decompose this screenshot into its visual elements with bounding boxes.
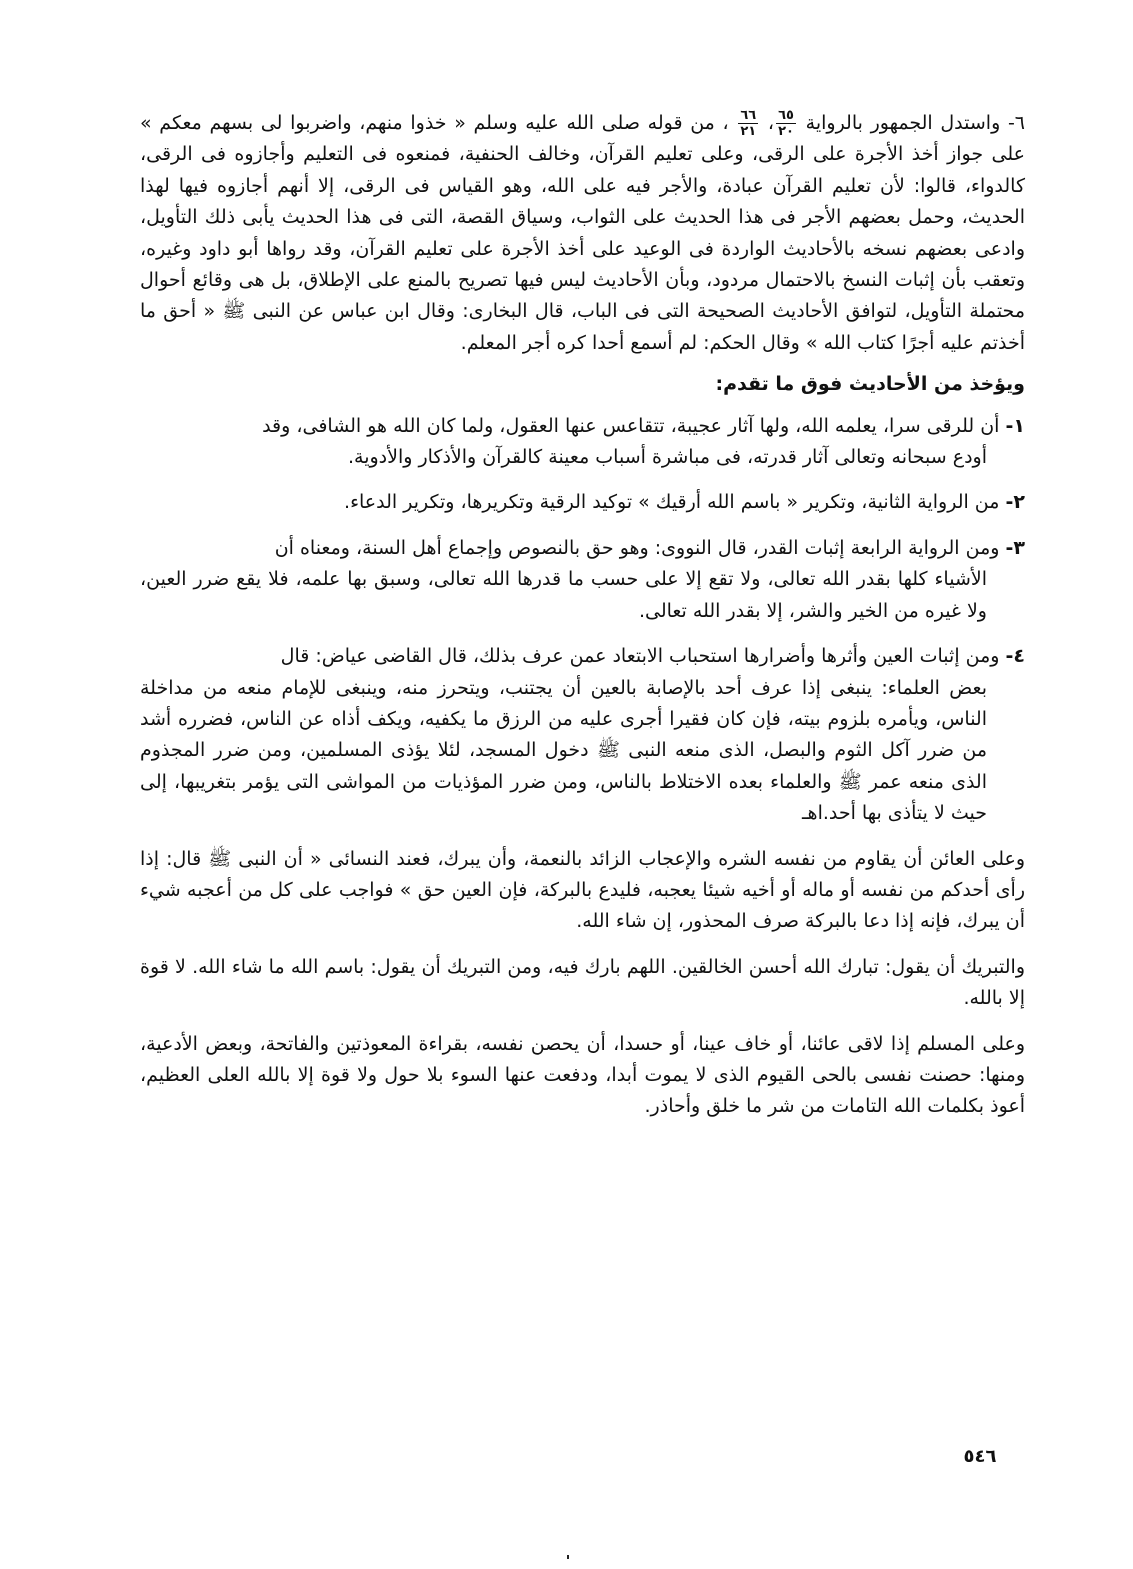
point-4-continuation: بعض العلماء: ينبغى إذا عرف أحد بالإصابة بالعين أن يجتنب، ويتحرز منه، وينبغى للإمام منعه من مداخلة الناس، ويأمره بلزوم بيته، فإن كان فقيرا أجرى عليه من الرزق ما يكفيه، ويكف أذاه عن الناس، فضرره أشد من ضرر آكل الثوم والبصل، الذى منعه النبى ﷺ دخول المسجد، لئلا يؤذى المسلمين، ومن ضرر المجذوم الذى منعه عمر ﷺ والعلماء بعده الاختلاط بالناس، ومن ضرر المؤذيات من المواشى التى يؤمر بتغريبها، إلى حيث لا يتأذى بها أحد.اهـ	[140, 676, 987, 825]
numbered-point-1	[140, 411, 1025, 474]
reference-fraction-2	[738, 109, 758, 138]
intro-number: ٦-	[1007, 112, 1026, 134]
intro-paragraph: ٦- واستدل الجمهور بالرواية $\frac{٦٥}{٢٠}$ ، $\frac{٦٦}{٢١}$ ، من قوله صلى الله عليه وسلم « خذوا منهم، واضربوا لى بسهم معكم » على جواز أخذ الأجرة على الرقى، وعلى تعليم القرآن، وخالف الحنفية، فمنعوه فى التعليم وأجازوه فى الرقى، كالدواء، قالوا: لأن تعليم القرآن عبادة، والأجر فيه على الله، وهو القياس فى الرقى، إلا أنهم أجازوه فيها لهذا الحديث، وحمل بعضهم الأجر فى هذا الحديث على الثواب، وسياق القصة، التى فى هذا الحديث يأبى ذلك التأويل، وادعى بعضهم نسخه بالأحاديث الواردة فى الوعيد على أخذ الأجرة على تعليم القرآن، وقد رواها أبو داود وغيره، وتعقب بأن إثبات النسخ بالاحتمال مردود، وبأن الأحاديث ليس فيها تصريح بالمنع على الإطلاق، بل هى وقائع أحوال محتملة التأويل، لتوافق الأحاديث الصحيحة التى فى الباب، قال البخارى: وقال ابن عباس عن النبى ﷺ « أحق ما أخذتم عليه أجرًا كتاب الله » وقال الحكم: لم أسمع أحدا كره أجر المعلم.	[140, 108, 1026, 354]
section-heading: ويؤخذ من الأحاديث فوق ما تقدم:	[715, 373, 1025, 396]
page-number: ٥٤٦	[963, 1446, 997, 1467]
closing-paragraph-3: وعلى المسلم إذا لاقى عائنا، أو خاف عينا، أو حسدا، أن يحصن نفسه، بقراءة المعوذتين والفاتحة، وبعض الأدعية، ومنها: حصنت نفسى بالحى القيوم الذى لا يموت أبدا، ودفعت عنها السوء بلا حول ولا قوة إلا بالله العلى العظيم، أعوذ بكلمات الله التامات من شر ما خلق وأحاذر.	[140, 1032, 1025, 1118]
closing-paragraph-2: والتبريك أن يقول: تبارك الله أحسن الخالقين. اللهم بارك فيه، ومن التبريك أن يقول: باسم الله ما شاء الله. لا قوة إلا بالله.	[140, 955, 1025, 1010]
document-page	[140, 108, 1025, 1123]
reference-fraction-2-top: ٦٦	[740, 108, 757, 123]
intro-text-after-refs: ، من قوله صلى الله عليه وسلم « خذوا منهم، واضربوا لى بسهم معكم » على جواز أخذ الأجرة على الرقى، وعلى تعليم القرآن، وخالف الحنفية، فمنعوه فى التعليم وأجازوه فى الرقى، كالدواء، قالوا: لأن تعليم القرآن عبادة، والأجر فيه على الله، وهو القياس فى الرقى، إلا أنهم أجازوه فيها لهذا الحديث، وحمل بعضهم الأجر فى هذا الحديث على الثواب، وسياق القصة، التى فى هذا الحديث يأبى ذلك التأويل، وادعى بعضهم نسخه بالأحاديث الواردة فى الوعيد على أخذ الأجرة على تعليم القرآن، وقد رواها أبو داود وغيره، وتعقب بأن إثبات النسخ بالاحتمال مردود، وبأن الأحاديث ليس فيها تصريح بالمنع على الإطلاق، بل هى وقائع أحوال محتملة التأويل، لتوافق الأحاديث الصحيحة التى فى الباب، قال البخارى: وقال ابن عباس عن النبى ﷺ « أحق ما أخذتم عليه أجرًا كتاب الله » وقال الحكم: لم أسمع أحدا كره أجر المعلم.	[140, 112, 1025, 354]
closing-paragraph-1: وعلى العائن أن يقاوم من نفسه الشره والإعجاب الزائد بالنعمة، وأن يبرك، فعند النسائى « أن النبى ﷺ قال: إذا رأى أحدكم من نفسه أو ماله أو أخيه شيئا يعجبه، فليدع بالبركة، فإن العين حق » فواجب على كل من أعجبه شيء أن يبرك، فإنه إذا دعا بالبركة صرف المحذور، إن شاء الله.	[140, 847, 1025, 933]
numbered-point-4	[140, 641, 1025, 829]
point-4-number: ٤-	[1005, 645, 1025, 668]
reference-fraction-1	[776, 109, 796, 138]
numbered-point-3	[140, 533, 1025, 627]
reference-fraction-1-bottom: ٢٠	[778, 124, 794, 139]
scan-artifact-dot	[567, 1555, 569, 1559]
numbered-point-2	[140, 487, 1025, 518]
reference-fraction-1-top: ٦٥	[778, 108, 794, 123]
reference-fraction-2-bottom: ٢١	[740, 124, 757, 139]
point-3-first-line: ومن الرواية الرابعة إثبات القدر، قال النووى: وهو حق بالنصوص وإجماع أهل السنة، ومعناه أن	[274, 536, 1000, 559]
point-2-number: ٢-	[1005, 491, 1025, 514]
point-2-first-line: من الرواية الثانية، وتكرير « باسم الله أرقيك » توكيد الرقية وتكريرها، وتكرير الدعاء.	[344, 491, 1000, 514]
point-3-number: ٣-	[1005, 536, 1025, 559]
point-1-first-line: أن للرقى سرا، يعلمه الله، ولها آثار عجيبة، تتقاعس عنها العقول، ولما كان الله هو الشافى، وقد	[262, 414, 1000, 437]
point-1-continuation: أودع سبحانه وتعالى آثار قدرته، فى مباشرة أسباب معينة كالقرآن والأذكار والأدوية.	[347, 446, 987, 469]
intro-text-before-refs: واستدل الجمهور بالرواية	[805, 112, 1001, 134]
point-3-continuation: الأشياء كلها بقدر الله تعالى، ولا تقع إلا على حسب ما قدرها الله تعالى، وسبق بها علمه، فلا يقع ضرر العين، ولا غيره من الخير والشر، إلا بقدر الله تعالى.	[140, 568, 987, 622]
point-4-first-line: ومن إثبات العين وأثرها وأضرارها استحباب الابتعاد عمن عرف بذلك، قال القاضى عياض: قال	[280, 645, 1000, 668]
point-1-number: ١-	[1005, 414, 1025, 437]
